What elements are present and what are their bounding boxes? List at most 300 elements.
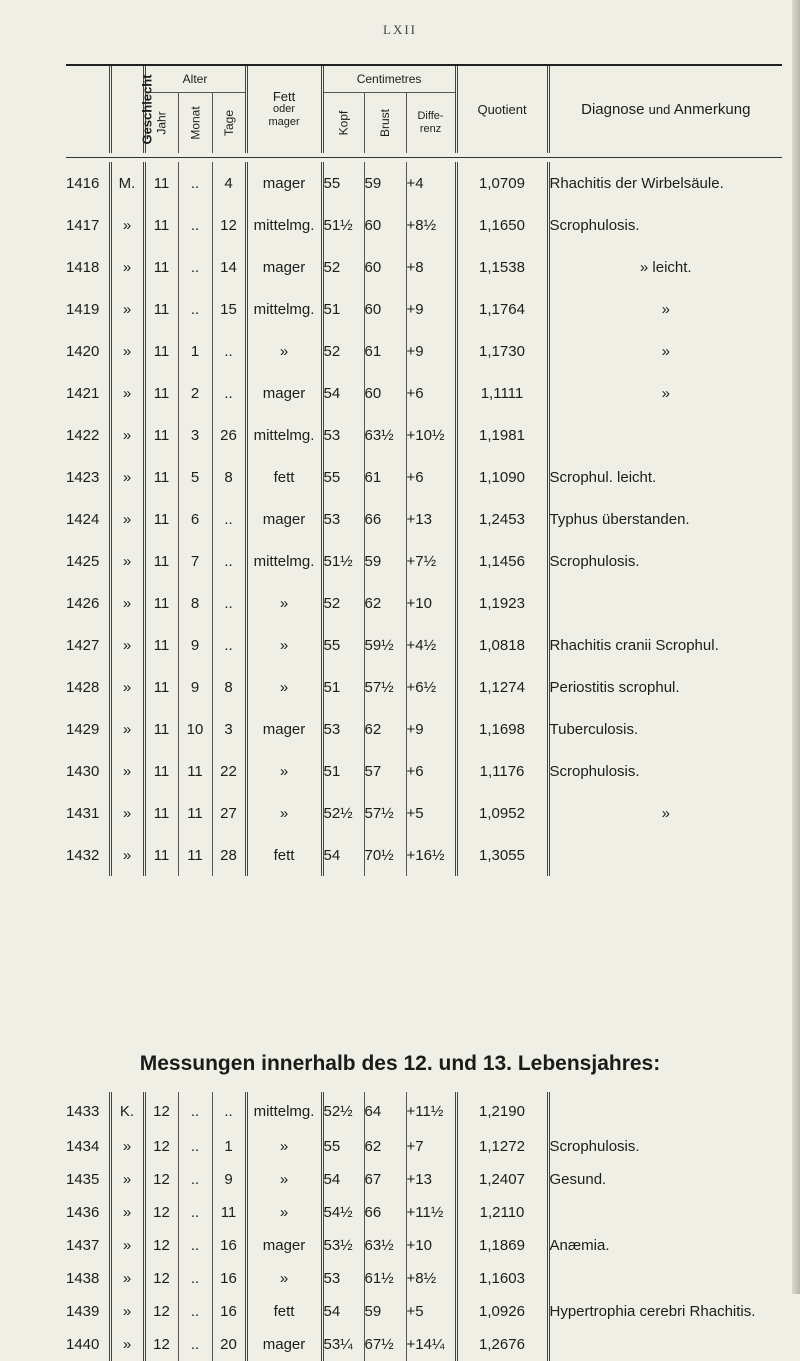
cell-brust: 60 <box>364 204 406 246</box>
cell-diagnose <box>548 582 782 624</box>
cell-geschlecht: » <box>110 372 144 414</box>
cell-brust: 60 <box>364 372 406 414</box>
header-fett: Fett oder mager <box>246 66 322 153</box>
cell-brust: 63½ <box>364 414 406 456</box>
cell-fett: fett <box>246 834 322 876</box>
cell-kopf: 51½ <box>322 204 364 246</box>
cell-differenz: +9 <box>406 288 456 330</box>
cell-brust: 67 <box>364 1163 406 1196</box>
cell-differenz: +8½ <box>406 204 456 246</box>
cell-fett: » <box>246 330 322 372</box>
cell-kopf: 51 <box>322 750 364 792</box>
cell-tage: 8 <box>212 666 246 708</box>
cell-brust: 61½ <box>364 1262 406 1295</box>
cell-jahr: 12 <box>144 1229 178 1262</box>
cell-jahr: 11 <box>144 624 178 666</box>
cell-differenz: +4 <box>406 162 456 204</box>
cell-number: 1431 <box>66 804 100 822</box>
cell-quotient: 1,1090 <box>456 456 548 498</box>
cell-fett: mittelmg. <box>246 540 322 582</box>
cell-fett: mittelmg. <box>246 414 322 456</box>
cell-brust: 60 <box>364 246 406 288</box>
cell-kopf: 53 <box>322 708 364 750</box>
cell-tage: 16 <box>212 1295 246 1328</box>
cell-brust: 59 <box>364 1295 406 1328</box>
cell-tage: 8 <box>212 456 246 498</box>
cell-number: 1427 <box>66 636 100 654</box>
cell-number: 1426 <box>66 594 100 612</box>
header-nr <box>66 66 110 153</box>
cell-brust: 67½ <box>364 1328 406 1361</box>
table-row <box>66 1092 782 1130</box>
cell-jahr: 11 <box>144 414 178 456</box>
cell-monat: 5 <box>178 456 212 498</box>
cell-quotient: 1,1456 <box>456 540 548 582</box>
table-row <box>66 246 782 288</box>
cell-kopf: 53 <box>322 414 364 456</box>
cell-diagnose: Scrophulosis. <box>548 750 782 792</box>
page-edge <box>792 0 800 1294</box>
table-row <box>66 204 782 246</box>
table-row <box>66 288 782 330</box>
cell-brust: 66 <box>364 498 406 540</box>
cell-monat: 9 <box>178 624 212 666</box>
cell-diagnose: » <box>548 330 782 372</box>
cell-tage: 16 <box>212 1262 246 1295</box>
cell-diagnose: Anæmia. <box>548 1229 782 1262</box>
cell-jahr: 11 <box>144 750 178 792</box>
table-header <box>66 66 782 158</box>
cell-tage: .. <box>212 624 246 666</box>
cell-jahr: 12 <box>144 1163 178 1196</box>
cell-geschlecht: » <box>110 498 144 540</box>
table-row <box>66 624 782 666</box>
cell-geschlecht: » <box>110 288 144 330</box>
cell-kopf: 51½ <box>322 540 364 582</box>
cell-tage: .. <box>212 330 246 372</box>
cell-differenz: +7 <box>406 1130 456 1163</box>
cell-monat: 2 <box>178 372 212 414</box>
cell-monat: .. <box>178 246 212 288</box>
cell-diagnose: Hypertrophia cerebri Rhachitis. <box>548 1295 782 1328</box>
cell-monat: .. <box>178 1229 212 1262</box>
cell-number: 1440 <box>66 1336 100 1353</box>
cell-brust: 57½ <box>364 792 406 834</box>
cell-jahr: 12 <box>144 1328 178 1361</box>
cell-fett: » <box>246 666 322 708</box>
table-row <box>66 582 782 624</box>
cell-brust: 62 <box>364 708 406 750</box>
cell-diagnose: Rhachitis der Wirbelsäule. <box>548 162 782 204</box>
cell-quotient: 1,1176 <box>456 750 548 792</box>
cell-fett: mager <box>246 1229 322 1262</box>
cell-monat: 10 <box>178 708 212 750</box>
cell-fett: » <box>246 624 322 666</box>
cell-number: 1430 <box>66 762 100 780</box>
cell-kopf: 55 <box>322 456 364 498</box>
cell-fett: » <box>246 1130 322 1163</box>
cell-quotient: 1,1981 <box>456 414 548 456</box>
cell-differenz: +9 <box>406 330 456 372</box>
cell-monat: 11 <box>178 750 212 792</box>
cell-geschlecht: » <box>110 834 144 876</box>
cell-geschlecht: » <box>110 1229 144 1262</box>
cell-geschlecht: » <box>110 414 144 456</box>
cell-number: 1433 <box>66 1102 100 1120</box>
cell-diagnose <box>548 834 782 876</box>
header-kopf: Kopf <box>322 93 364 154</box>
cell-fett: fett <box>246 456 322 498</box>
table-row <box>66 1130 782 1163</box>
cell-differenz: +10½ <box>406 414 456 456</box>
cell-tage: .. <box>212 582 246 624</box>
table-row <box>66 498 782 540</box>
cell-number: 1416 <box>66 174 100 192</box>
cell-jahr: 11 <box>144 582 178 624</box>
cell-tage: 28 <box>212 834 246 876</box>
cell-monat: .. <box>178 1092 212 1130</box>
cell-fett: mittelmg. <box>246 204 322 246</box>
cell-geschlecht: » <box>110 1295 144 1328</box>
cell-number: 1422 <box>66 426 100 444</box>
cell-diagnose <box>548 1092 782 1130</box>
header-tage: Tage <box>212 93 246 154</box>
cell-differenz: +11½ <box>406 1092 456 1130</box>
cell-differenz: +7½ <box>406 540 456 582</box>
cell-monat: 11 <box>178 834 212 876</box>
cell-geschlecht: » <box>110 204 144 246</box>
cell-quotient: 1,1603 <box>456 1262 548 1295</box>
cell-number: 1423 <box>66 468 100 486</box>
cell-fett: mager <box>246 162 322 204</box>
cell-jahr: 11 <box>144 498 178 540</box>
cell-geschlecht: » <box>110 582 144 624</box>
cell-monat: 11 <box>178 792 212 834</box>
cell-brust: 61 <box>364 456 406 498</box>
cell-tage: 27 <box>212 792 246 834</box>
table-row <box>66 666 782 708</box>
cell-tage: 14 <box>212 246 246 288</box>
cell-monat: .. <box>178 162 212 204</box>
cell-diagnose: Periostitis scrophul. <box>548 666 782 708</box>
cell-number: 1418 <box>66 258 100 276</box>
cell-quotient: 1,1869 <box>456 1229 548 1262</box>
cell-quotient: 1,0952 <box>456 792 548 834</box>
cell-quotient: 1,0818 <box>456 624 548 666</box>
cell-geschlecht: » <box>110 1262 144 1295</box>
cell-number: 1435 <box>66 1171 100 1188</box>
cell-geschlecht: » <box>110 1130 144 1163</box>
cell-diagnose: Rhachitis cranii Scrophul. <box>548 624 782 666</box>
cell-jahr: 11 <box>144 666 178 708</box>
cell-kopf: 52 <box>322 246 364 288</box>
cell-diagnose: » <box>548 792 782 834</box>
cell-tage: 1 <box>212 1130 246 1163</box>
cell-diagnose: Scrophulosis. <box>548 204 782 246</box>
cell-differenz: +9 <box>406 708 456 750</box>
cell-fett: » <box>246 1163 322 1196</box>
cell-jahr: 11 <box>144 246 178 288</box>
cell-brust: 61 <box>364 330 406 372</box>
cell-diagnose <box>548 1196 782 1229</box>
cell-number: 1439 <box>66 1303 100 1320</box>
cell-jahr: 11 <box>144 834 178 876</box>
cell-geschlecht: » <box>110 708 144 750</box>
cell-number: 1437 <box>66 1237 100 1254</box>
cell-jahr: 11 <box>144 330 178 372</box>
cell-monat: .. <box>178 1262 212 1295</box>
cell-fett: » <box>246 1262 322 1295</box>
cell-differenz: +13 <box>406 498 456 540</box>
cell-geschlecht: M. <box>110 162 144 204</box>
cell-jahr: 12 <box>144 1262 178 1295</box>
cell-jahr: 12 <box>144 1092 178 1130</box>
cell-tage: 9 <box>212 1163 246 1196</box>
cell-geschlecht: » <box>110 666 144 708</box>
cell-fett: » <box>246 582 322 624</box>
cell-jahr: 11 <box>144 204 178 246</box>
cell-quotient: 1,2110 <box>456 1196 548 1229</box>
cell-quotient: 1,1650 <box>456 204 548 246</box>
cell-diagnose <box>548 414 782 456</box>
cell-geschlecht: K. <box>110 1092 144 1130</box>
cell-geschlecht: » <box>110 246 144 288</box>
table-row <box>66 540 782 582</box>
cell-tage: 3 <box>212 708 246 750</box>
cell-fett: fett <box>246 1295 322 1328</box>
page-number: LXII <box>383 22 417 37</box>
cell-jahr: 11 <box>144 162 178 204</box>
cell-diagnose: Scrophulosis. <box>548 1130 782 1163</box>
cell-jahr: 12 <box>144 1130 178 1163</box>
cell-geschlecht: » <box>110 1196 144 1229</box>
table-row <box>66 708 782 750</box>
measurement-table-2 <box>66 1092 782 1361</box>
cell-differenz: +16½ <box>406 834 456 876</box>
cell-tage: .. <box>212 1092 246 1130</box>
cell-monat: 6 <box>178 498 212 540</box>
cell-monat: 1 <box>178 330 212 372</box>
table-row <box>66 792 782 834</box>
cell-quotient: 1,2407 <box>456 1163 548 1196</box>
header-centimetres: Centimetres <box>322 66 456 93</box>
cell-kopf: 51 <box>322 288 364 330</box>
cell-kopf: 53¼ <box>322 1328 364 1361</box>
cell-kopf: 54 <box>322 1163 364 1196</box>
cell-geschlecht: » <box>110 1328 144 1361</box>
cell-jahr: 12 <box>144 1196 178 1229</box>
cell-diagnose: » <box>548 288 782 330</box>
cell-kopf: 53 <box>322 1262 364 1295</box>
cell-fett: mager <box>246 372 322 414</box>
table-row <box>66 1295 782 1328</box>
cell-geschlecht: » <box>110 540 144 582</box>
cell-number: 1424 <box>66 510 100 528</box>
cell-tage: .. <box>212 540 246 582</box>
cell-jahr: 11 <box>144 792 178 834</box>
table-row <box>66 1163 782 1196</box>
cell-monat: 9 <box>178 666 212 708</box>
cell-number: 1438 <box>66 1270 100 1287</box>
cell-monat: .. <box>178 1196 212 1229</box>
cell-differenz: +10 <box>406 582 456 624</box>
cell-jahr: 11 <box>144 456 178 498</box>
cell-monat: .. <box>178 1328 212 1361</box>
cell-quotient: 1,3055 <box>456 834 548 876</box>
cell-tage: 11 <box>212 1196 246 1229</box>
cell-monat: .. <box>178 1130 212 1163</box>
header-monat: Monat <box>178 93 212 154</box>
cell-kopf: 52½ <box>322 1092 364 1130</box>
cell-monat: 8 <box>178 582 212 624</box>
cell-quotient: 1,1764 <box>456 288 548 330</box>
header-brust: Brust <box>364 93 406 154</box>
cell-kopf: 51 <box>322 666 364 708</box>
cell-geschlecht: » <box>110 330 144 372</box>
cell-differenz: +8 <box>406 246 456 288</box>
cell-jahr: 12 <box>144 1295 178 1328</box>
cell-fett: » <box>246 750 322 792</box>
cell-differenz: +6 <box>406 372 456 414</box>
cell-differenz: +10 <box>406 1229 456 1262</box>
cell-diagnose: » <box>548 372 782 414</box>
cell-brust: 60 <box>364 288 406 330</box>
table-row <box>66 1229 782 1262</box>
cell-geschlecht: » <box>110 1163 144 1196</box>
cell-kopf: 53 <box>322 498 364 540</box>
cell-monat: .. <box>178 1295 212 1328</box>
cell-kopf: 52½ <box>322 792 364 834</box>
cell-diagnose: » leicht. <box>548 246 782 288</box>
cell-kopf: 55 <box>322 1130 364 1163</box>
cell-brust: 66 <box>364 1196 406 1229</box>
header-geschlecht: Geschlecht <box>110 66 144 153</box>
cell-brust: 70½ <box>364 834 406 876</box>
cell-monat: 3 <box>178 414 212 456</box>
cell-quotient: 1,0926 <box>456 1295 548 1328</box>
cell-brust: 59 <box>364 162 406 204</box>
cell-tage: 12 <box>212 204 246 246</box>
cell-diagnose <box>548 1328 782 1361</box>
cell-fett: » <box>246 792 322 834</box>
cell-number: 1429 <box>66 720 100 738</box>
cell-quotient: 1,1111 <box>456 372 548 414</box>
cell-quotient: 1,1274 <box>456 666 548 708</box>
cell-quotient: 1,1730 <box>456 330 548 372</box>
cell-kopf: 54½ <box>322 1196 364 1229</box>
cell-differenz: +13 <box>406 1163 456 1196</box>
cell-brust: 62 <box>364 1130 406 1163</box>
cell-quotient: 1,1698 <box>456 708 548 750</box>
cell-quotient: 1,1272 <box>456 1130 548 1163</box>
cell-geschlecht: » <box>110 624 144 666</box>
table-row <box>66 750 782 792</box>
cell-brust: 57½ <box>364 666 406 708</box>
cell-diagnose <box>548 1262 782 1295</box>
cell-quotient: 1,1923 <box>456 582 548 624</box>
cell-quotient: 1,1538 <box>456 246 548 288</box>
cell-kopf: 54 <box>322 834 364 876</box>
table-row <box>66 1262 782 1295</box>
cell-diagnose: Scrophulosis. <box>548 540 782 582</box>
table-row <box>66 372 782 414</box>
cell-kopf: 54 <box>322 372 364 414</box>
cell-jahr: 11 <box>144 288 178 330</box>
cell-quotient: 1,2676 <box>456 1328 548 1361</box>
cell-differenz: +11½ <box>406 1196 456 1229</box>
header-diagnose: Diagnose und Anmerkung <box>548 66 782 153</box>
cell-kopf: 54 <box>322 1295 364 1328</box>
cell-kopf: 55 <box>322 162 364 204</box>
cell-number: 1425 <box>66 552 100 570</box>
cell-tage: 26 <box>212 414 246 456</box>
cell-differenz: +6½ <box>406 666 456 708</box>
cell-tage: 16 <box>212 1229 246 1262</box>
cell-tage: .. <box>212 372 246 414</box>
cell-number: 1419 <box>66 300 100 318</box>
cell-tage: .. <box>212 498 246 540</box>
cell-fett: mager <box>246 1328 322 1361</box>
cell-jahr: 11 <box>144 372 178 414</box>
cell-diagnose: Tuberculosis. <box>548 708 782 750</box>
measurement-table <box>66 162 782 876</box>
table-row <box>66 456 782 498</box>
cell-brust: 59½ <box>364 624 406 666</box>
cell-geschlecht: » <box>110 792 144 834</box>
cell-diagnose: Typhus überstanden. <box>548 498 782 540</box>
cell-fett: mager <box>246 246 322 288</box>
cell-number: 1436 <box>66 1204 100 1221</box>
cell-monat: .. <box>178 204 212 246</box>
cell-fett: mittelmg. <box>246 1092 322 1130</box>
cell-number: 1417 <box>66 216 100 234</box>
header-quotient: Quotient <box>456 66 548 153</box>
cell-differenz: +6 <box>406 456 456 498</box>
cell-diagnose: Gesund. <box>548 1163 782 1196</box>
cell-fett: mager <box>246 708 322 750</box>
cell-geschlecht: » <box>110 456 144 498</box>
cell-differenz: +8½ <box>406 1262 456 1295</box>
cell-number: 1420 <box>66 342 100 360</box>
cell-jahr: 11 <box>144 708 178 750</box>
header-jahr: Jahr <box>144 93 178 154</box>
cell-fett: » <box>246 1196 322 1229</box>
table-row <box>66 162 782 204</box>
cell-quotient: 1,2453 <box>456 498 548 540</box>
table-row <box>66 414 782 456</box>
cell-kopf: 52 <box>322 582 364 624</box>
table-row <box>66 1328 782 1361</box>
cell-monat: .. <box>178 1163 212 1196</box>
cell-jahr: 11 <box>144 540 178 582</box>
section-heading: Messungen innerhalb des 12. und 13. Lebensjahres: <box>139 1052 661 1075</box>
cell-differenz: +14¼ <box>406 1328 456 1361</box>
cell-tage: 22 <box>212 750 246 792</box>
cell-monat: .. <box>178 288 212 330</box>
cell-fett: mager <box>246 498 322 540</box>
cell-tage: 4 <box>212 162 246 204</box>
cell-differenz: +5 <box>406 1295 456 1328</box>
table-row <box>66 834 782 876</box>
header-differenz: Diffe- renz <box>406 93 456 154</box>
cell-differenz: +4½ <box>406 624 456 666</box>
cell-number: 1428 <box>66 678 100 696</box>
cell-tage: 20 <box>212 1328 246 1361</box>
cell-kopf: 53½ <box>322 1229 364 1262</box>
table-row <box>66 1196 782 1229</box>
cell-fett: mittelmg. <box>246 288 322 330</box>
table-row <box>66 330 782 372</box>
